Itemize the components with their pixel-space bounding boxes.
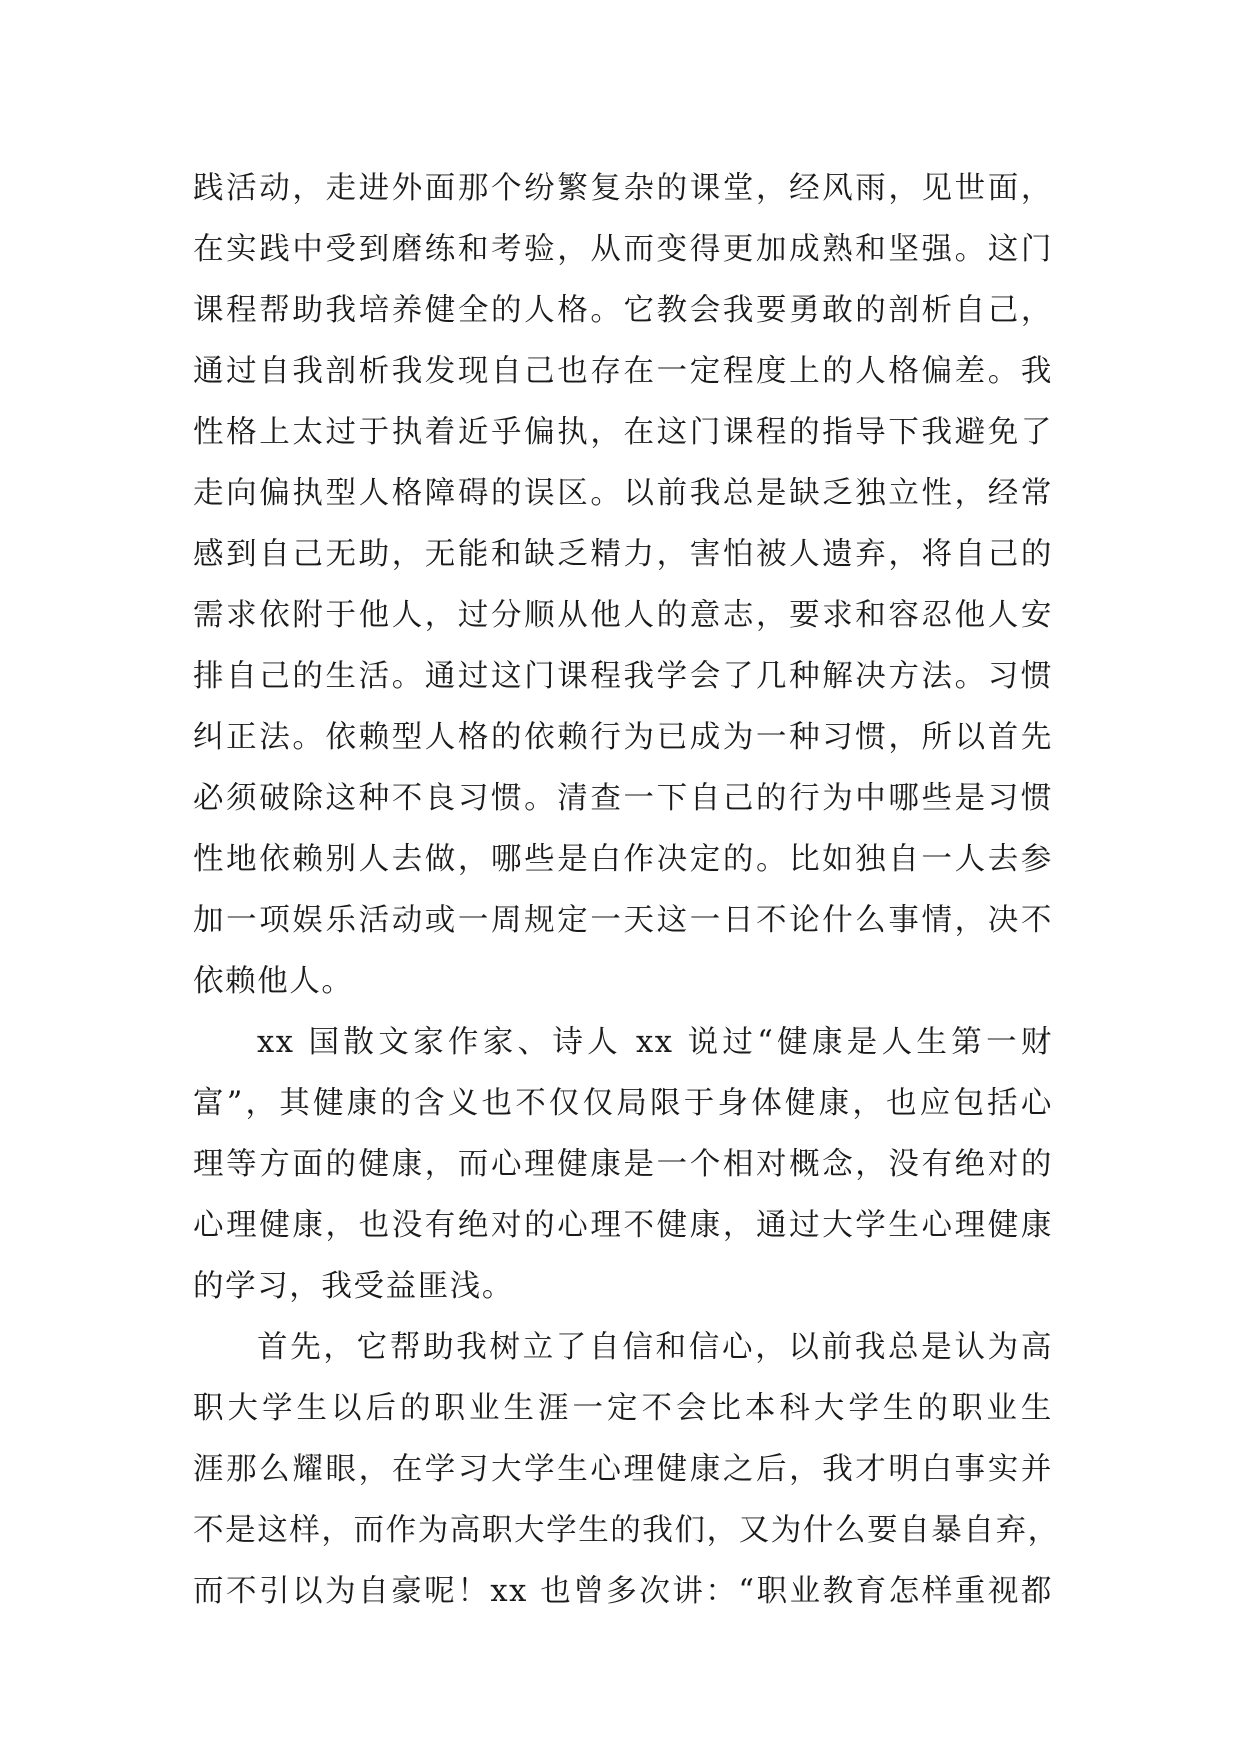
text-line: 纠正法。依赖型人格的依赖行为已成为一种习惯，所以首先 <box>193 720 1053 755</box>
text-line: 走向偏执型人格障碍的误区。以前我总是缺乏独立性，经常 <box>193 476 1053 511</box>
text-line: 性地依赖别人去做，哪些是白作决定的。比如独自一人去参 <box>193 842 1053 877</box>
paragraph-2 <box>193 1012 1053 1317</box>
text-line: 富”，其健康的含义也不仅仅局限于身体健康，也应包括心 <box>193 1086 1053 1121</box>
paragraph-3 <box>193 1317 1060 1622</box>
text-line: 在实践中受到磨练和考验，从而变得更加成熟和坚强。这门 <box>193 232 1053 267</box>
text-line: 需求依附于他人，过分顺从他人的意志，要求和容忍他人安 <box>193 598 1053 633</box>
text-line: 的学习，我受益匪浅。 <box>193 1269 514 1304</box>
text-line: 通过自我剖析我发现自己也存在一定程度上的人格偏差。我 <box>193 354 1053 389</box>
paragraph-1 <box>193 158 1053 1012</box>
text-line: 排自己的生活。通过这门课程我学会了几种解决方法。习惯 <box>193 659 1053 694</box>
text-line: 理等方面的健康，而心理健康是一个相对概念，没有绝对的 <box>193 1147 1053 1182</box>
text-line: 加一项娱乐活动或一周规定一天这一日不论什么事情，决不 <box>193 903 1053 938</box>
text-line: 课程帮助我培养健全的人格。它教会我要勇敢的剖析自己， <box>193 293 1053 328</box>
text-line: xx 国散文家作家、诗人 xx 说过“健康是人生第一财 <box>257 1025 1053 1060</box>
text-line: 心理健康，也没有绝对的心理不健康，通过大学生心理健康 <box>193 1208 1053 1243</box>
text-line: 涯那么耀眼，在学习大学生心理健康之后，我才明白事实并 <box>193 1452 1053 1487</box>
text-line: 性格上太过于执着近乎偏执，在这门课程的指导下我避免了 <box>193 415 1053 450</box>
text-line: 感到自己无助，无能和缺乏精力，害怕被人遗弃，将自己的 <box>193 537 1053 572</box>
document-body <box>193 158 1060 1622</box>
text-line: 依赖他人。 <box>193 964 354 999</box>
text-line: 必须破除这种不良习惯。清查一下自己的行为中哪些是习惯 <box>193 781 1053 816</box>
text-line: 首先，它帮助我树立了自信和信心，以前我总是认为高 <box>257 1330 1053 1365</box>
text-line: 不是这样，而作为高职大学生的我们，又为什么要自暴自弃， <box>193 1513 1060 1548</box>
text-line: 践活动，走进外面那个纷繁复杂的课堂，经风雨，见世面， <box>193 171 1053 206</box>
text-line: 职大学生以后的职业生涯一定不会比本科大学生的职业生 <box>193 1391 1053 1426</box>
text-line: 而不引以为自豪呢！xx 也曾多次讲：“职业教育怎样重视都 <box>193 1574 1053 1609</box>
